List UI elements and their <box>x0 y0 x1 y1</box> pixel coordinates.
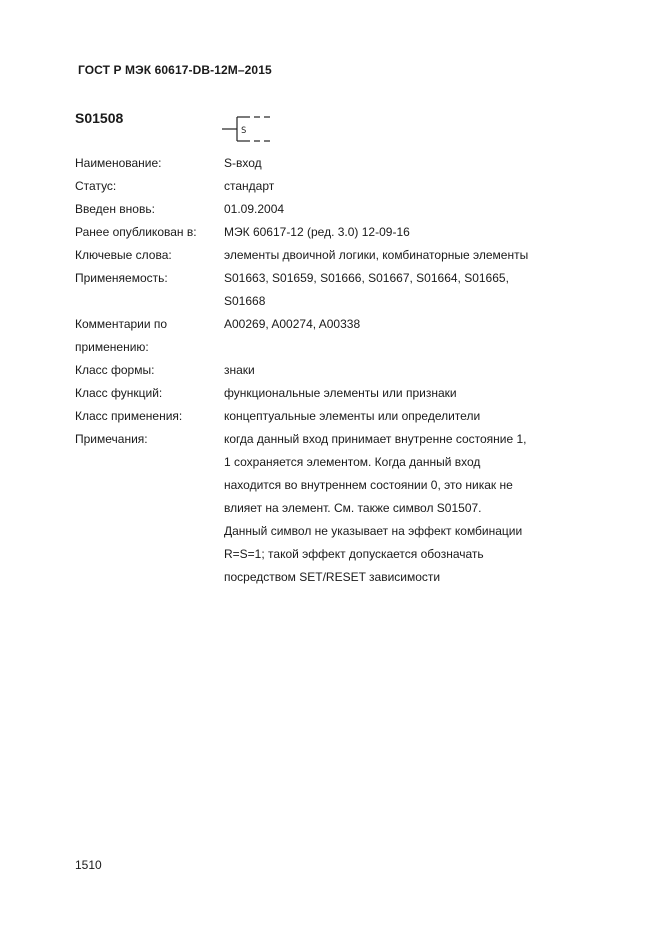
row-label: Класс формы: <box>75 363 155 377</box>
attribute-row <box>75 175 595 198</box>
notes-value: когда данный вход принимает внутренне состояние 1, 1 сохраняется элементом. Когда данный вход находится во внутреннем состоянии 0, это никак не влияет на элемент. См. также символ S01507. Данный символ не указывает на эффект комбинации R=S=1; такой эффект допускается обозначать посредством SET/RESET зависимости <box>224 432 527 584</box>
row-value: элементы двоичной логики, комбинаторные элементы <box>224 248 529 262</box>
row-value: МЭК 60617-12 (ред. 3.0) 12-09-16 <box>224 225 410 239</box>
attribute-row <box>75 152 595 175</box>
row-label: Статус: <box>75 179 117 193</box>
attribute-row <box>75 382 595 405</box>
document-header: ГОСТ Р МЭК 60617-DB-12M–2015 <box>78 63 272 77</box>
symbol-label: S <box>241 126 247 136</box>
attribute-row <box>75 313 595 359</box>
attribute-row <box>75 359 595 382</box>
row-label: Введен вновь: <box>75 202 155 216</box>
row-label: Комментарии по применению: <box>75 317 168 354</box>
row-label: Наименование: <box>75 156 162 170</box>
row-value: A00269, A00274, A00338 <box>224 317 361 331</box>
row-value: стандарт <box>224 179 275 193</box>
attribute-row <box>75 198 595 221</box>
row-label: Класс функций: <box>75 386 163 400</box>
symbol-code: S01508 <box>75 110 124 126</box>
row-label: Ключевые слова: <box>75 248 172 262</box>
row-value: функциональные элементы или признаки <box>224 386 457 400</box>
row-value: концептуальные элементы или определители <box>224 409 481 423</box>
page-number: 1510 <box>75 858 102 872</box>
row-value: S-вход <box>224 156 262 170</box>
attribute-row <box>75 244 595 267</box>
attribute-row <box>75 221 595 244</box>
row-label: Ранее опубликован в: <box>75 225 197 239</box>
attributes-table <box>75 152 595 589</box>
row-value: знаки <box>224 363 255 377</box>
row-value: S01663, S01659, S01666, S01667, S01664, S01665, S01668 <box>224 271 509 308</box>
row-label: Примечания: <box>75 432 148 446</box>
row-value: 01.09.2004 <box>224 202 285 216</box>
attribute-row <box>75 267 595 313</box>
attribute-row <box>75 405 595 428</box>
row-label: Применяемость: <box>75 271 168 285</box>
row-label: Класс применения: <box>75 409 183 423</box>
attribute-row <box>75 428 595 589</box>
s-input-symbol-icon <box>220 110 280 146</box>
